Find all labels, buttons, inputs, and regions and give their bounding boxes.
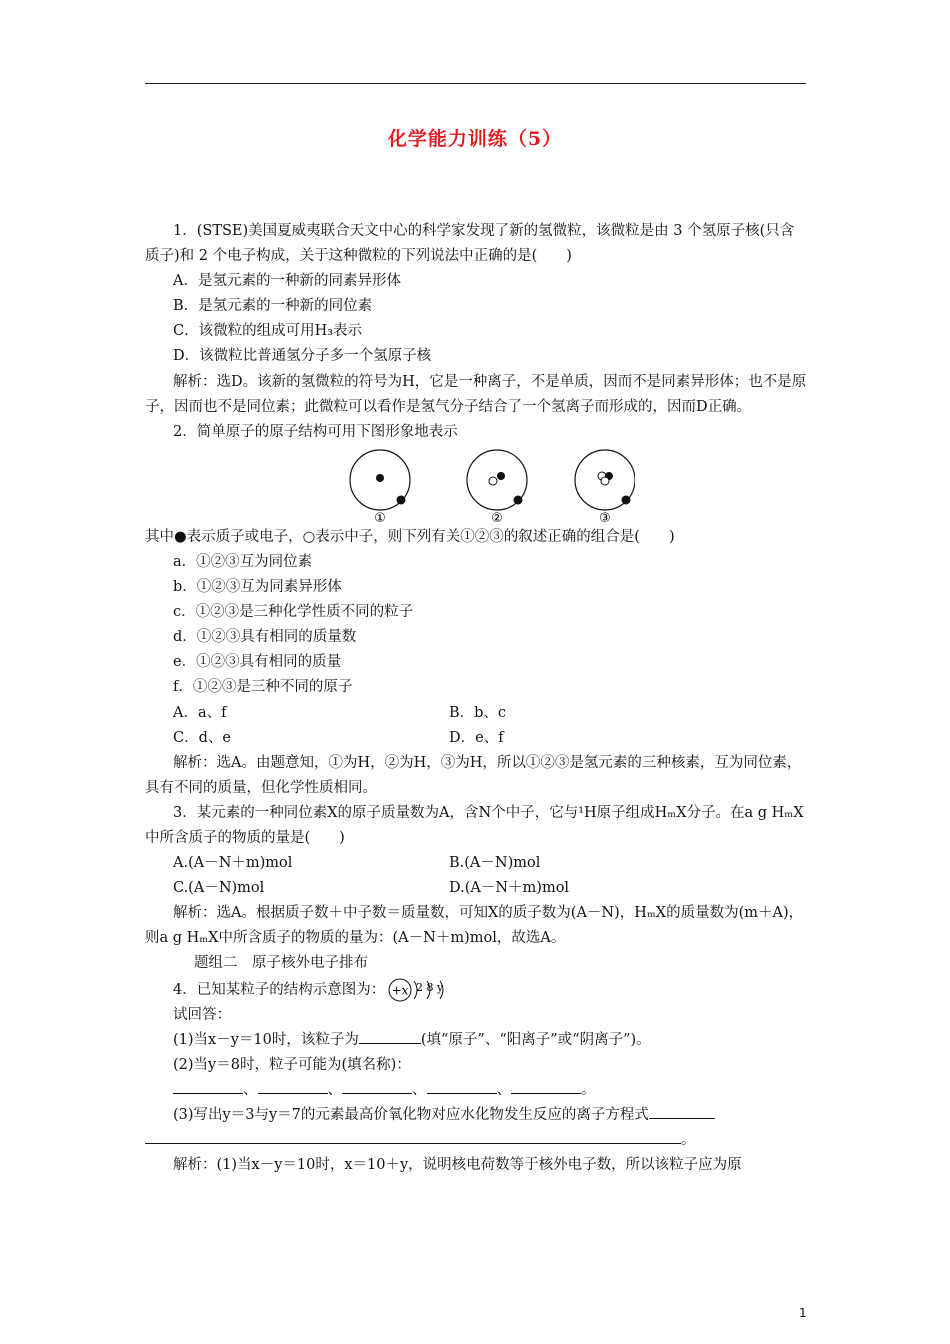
page-title: 化学能力训练（5）: [387, 128, 563, 150]
ion-structure-diagram: [387, 977, 461, 1003]
question-3-choices-row-1: [145, 851, 807, 876]
question-4-prompt: 试回答：: [173, 1006, 231, 1023]
atom-1-label: ①: [374, 510, 386, 525]
question-3-choice-b: B.(A－N)mol: [449, 855, 541, 872]
part-2-blank-2[interactable]: [258, 1079, 328, 1094]
question-2-stem: 2．简单原子的原子结构可用下图形象地表示: [173, 423, 458, 440]
page-number: 1: [799, 1306, 807, 1320]
question-3-choice-d: D.(A－N＋m)mol: [449, 880, 570, 897]
part-2-blank-5[interactable]: [511, 1079, 581, 1094]
question-1-analysis: 解析：选D。该新的氢微粒的符号为H，它是一种离子，不是单质，因而不是同素异形体；也不是原子，因而也不是同位素；此微粒可以看作是氢气分子结合了一个氢离子而形成的，因而D正确。: [145, 373, 807, 415]
question-2-choice-a: A．a、f: [173, 704, 227, 721]
part-1-blank[interactable]: [359, 1029, 421, 1044]
part-3-blank-continued[interactable]: [145, 1129, 681, 1144]
question-1-option-a: A．是氢元素的一种新的同素异形体: [173, 273, 401, 290]
question-3-choices-row-2: [145, 876, 807, 901]
separator: 、: [412, 1081, 427, 1098]
separator: 、: [496, 1081, 511, 1098]
atom-2-label: ②: [491, 510, 503, 525]
question-1-stem: 1．(STSE)美国夏威夷联合天文中心的科学家发现了新的氢微粒，该微粒是由 3 个氢原子核(只含质子)和 2 个电子构成，关于这种微粒的下列说法中正确的是( ): [145, 223, 795, 265]
document-body: [145, 219, 807, 1178]
separator: 、: [243, 1081, 258, 1098]
part-3-text: (3)写出y＝3与y＝7的元素最高价氧化物对应水化物发生反应的离子方程式: [173, 1107, 649, 1123]
question-1-option-b: B．是氢元素的一种新的同位素: [173, 298, 373, 315]
question-4-part-2-blanks: [145, 1078, 807, 1103]
question-2-item-f: f．①②③是三种不同的原子: [173, 679, 353, 696]
question-2-item-c: c．①②③是三种化学性质不同的粒子: [173, 604, 414, 621]
question-4-stem: 4．已知某粒子的结构示意图为：: [173, 981, 386, 998]
separator: 、: [327, 1081, 342, 1098]
question-2-description: 其中●表示质子或电子，○表示中子，则下列有关①②③的叙述正确的组合是( ): [145, 528, 675, 545]
part-2-blank-1[interactable]: [173, 1079, 243, 1094]
part-1-text: (1)当x－y＝10时，该粒子为: [173, 1031, 359, 1048]
atom-diagrams: [345, 445, 635, 525]
question-3-choice-c: C.(A－N)mol: [173, 880, 265, 897]
question-4-part-2: (2)当y＝8时，粒子可能为(填名称)：: [173, 1056, 411, 1073]
period: 。: [581, 1081, 596, 1098]
question-2-analysis: 解析：选A。由题意知，①为H，②为H，③为H，所以①②③是氢元素的三种核素，互为同位素，具有不同的质量，但化学性质相同。: [145, 754, 802, 796]
atom-2-diagram: [467, 450, 527, 525]
period: 。: [681, 1132, 696, 1149]
part-3-blank-start[interactable]: [649, 1104, 715, 1119]
question-4-analysis: 解析：(1)当x－y＝10时，x＝10＋y，说明核电荷数等于核外电子数，所以该粒子应为原: [173, 1157, 742, 1174]
question-2-choice-d: D．e、f: [449, 729, 504, 746]
question-2-choice-b: B．b、c: [449, 704, 507, 721]
question-4-part-3-line-2: [145, 1128, 807, 1153]
nucleus-charge-label: +x: [391, 983, 409, 998]
question-2-choices-row-1: [145, 701, 807, 726]
question-2-item-d: d．①②③具有相同的质量数: [173, 629, 357, 646]
question-2-item-a: a．①②③互为同位素: [173, 553, 313, 570]
question-2-choices-row-2: [145, 726, 807, 751]
question-4-part-1: [145, 1028, 807, 1053]
question-3-choice-a: A.(A－N＋m)mol: [173, 855, 293, 872]
question-3-stem: 3．某元素的一种同位素X的原子质量数为A，含N个中子，它与¹H原子组成HₘX分子。在a g HₘX中所含质子的物质的量是( ): [145, 804, 804, 846]
part-1-text-end: (填“原子”、“阳离子”或“阴离子”)。: [420, 1031, 651, 1048]
question-2-item-e: e．①②③具有相同的质量: [173, 654, 342, 671]
question-2-choice-c: C．d、e: [173, 729, 231, 746]
question-3-analysis: 解析：选A。根据质子数＋中子数＝质量数，可知X的质子数为(A－N)，HₘX的质量数为(m＋A)，则a g HₘX中所含质子的物质的量为：(A－N＋m)mol，故选A。: [145, 905, 804, 947]
part-2-blank-3[interactable]: [342, 1079, 412, 1094]
atom-3-label: ③: [599, 510, 611, 525]
question-4-stem-line: [145, 977, 807, 1003]
atom-1-diagram: [350, 450, 410, 525]
question-1-option-d: D．该微粒比普通氢分子多一个氢原子核: [173, 348, 432, 365]
question-1-option-c: C．该微粒的组成可用H₃表示: [173, 323, 363, 340]
question-2-item-b: b．①②③互为同素异形体: [173, 579, 342, 596]
question-4-part-3: [145, 1103, 807, 1128]
group-heading: 题组二 原子核外电子排布: [194, 955, 368, 972]
atom-3-diagram: [575, 450, 635, 525]
part-2-blank-4[interactable]: [427, 1079, 497, 1094]
shell-electron-labels: 2 8 y: [416, 980, 444, 994]
atom-structure-figure: [145, 445, 807, 525]
header-rule: [145, 83, 806, 84]
